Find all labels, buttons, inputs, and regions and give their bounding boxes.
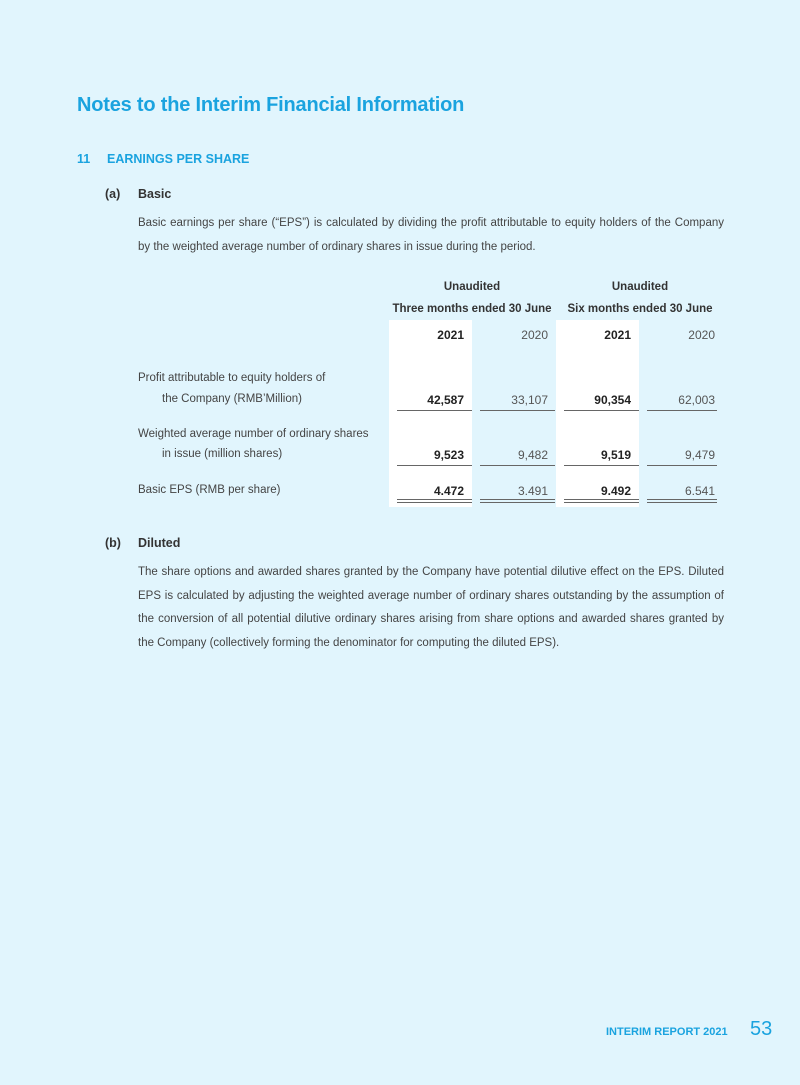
table-cell: 3.491 [517, 484, 548, 498]
diluted-heading [105, 536, 180, 550]
note-heading [77, 152, 249, 166]
page-title: Notes to the Interim Financial Information [77, 94, 465, 116]
underline [397, 465, 472, 466]
group-period-1: Three months ended 30 June [392, 303, 552, 315]
column-highlight-2021-h [556, 320, 639, 507]
group-status-2: Unaudited [611, 281, 669, 293]
table-cell: 9.492 [600, 484, 631, 498]
row-label: Profit attributable to equity holders of [138, 372, 326, 384]
table-cell: 62,003 [678, 393, 715, 407]
row-label: Basic EPS (RMB per share) [138, 484, 281, 496]
year-header: 2021 [437, 328, 464, 342]
table-cell: 9,479 [684, 448, 715, 462]
year-header: 2020 [688, 328, 715, 342]
basic-heading [105, 187, 171, 201]
year-header: 2021 [604, 328, 631, 342]
row-label: Weighted average number of ordinary shares [138, 428, 369, 440]
group-status-1: Unaudited [443, 281, 501, 293]
footer-report-name: INTERIM REPORT 2021 [606, 1026, 728, 1038]
double-underline [480, 499, 555, 500]
underline [647, 410, 717, 411]
table-cell: 90,354 [594, 393, 631, 407]
basic-paragraph: Basic earnings per share (“EPS”) is calculated by dividing the profit attributable to equity holders of the Company by the weighted average number of ordinary shares in issue during the period. [138, 217, 724, 253]
row-label: the Company (RMB’Million) [162, 393, 302, 405]
table-cell: 33,107 [511, 393, 548, 407]
double-underline [564, 502, 639, 503]
table-cell: 42,587 [427, 393, 464, 407]
table-cell: 4.472 [433, 484, 464, 498]
diluted-label: (b) [105, 536, 121, 550]
row-label: in issue (million shares) [162, 448, 283, 460]
underline [480, 465, 555, 466]
table-cell: 9,519 [600, 448, 631, 462]
double-underline [647, 502, 717, 503]
diluted-paragraph: The share options and awarded shares granted by the Company have potential dilutive effect on the EPS. Diluted EPS is calculated by adjusting the weighted average number of ordinary shares outstanding by the assumption of the conversion of all potential dilutive ordinary shares arising from share options and awarded shares granted by the Company (collectively forming the denominator for computing the diluted EPS). [138, 566, 724, 649]
table-cell: 6.541 [684, 484, 715, 498]
year-header: 2020 [521, 328, 548, 342]
underline [480, 410, 555, 411]
underline [564, 465, 639, 466]
double-underline [397, 502, 472, 503]
column-highlight-2021-q [389, 320, 472, 507]
page-number: 53 [750, 1018, 773, 1040]
underline [564, 410, 639, 411]
basic-label: (a) [105, 187, 121, 201]
table-cell: 9,523 [433, 448, 464, 462]
double-underline [564, 499, 639, 500]
diluted-title: Diluted [138, 536, 181, 550]
double-underline [397, 499, 472, 500]
underline [397, 410, 472, 411]
note-number: 11 [77, 152, 91, 166]
table-cell: 9,482 [517, 448, 548, 462]
basic-title: Basic [138, 187, 172, 201]
note-title: EARNINGS PER SHARE [107, 152, 250, 166]
double-underline [480, 502, 555, 503]
group-period-2: Six months ended 30 June [567, 303, 713, 315]
underline [647, 465, 717, 466]
double-underline [647, 499, 717, 500]
